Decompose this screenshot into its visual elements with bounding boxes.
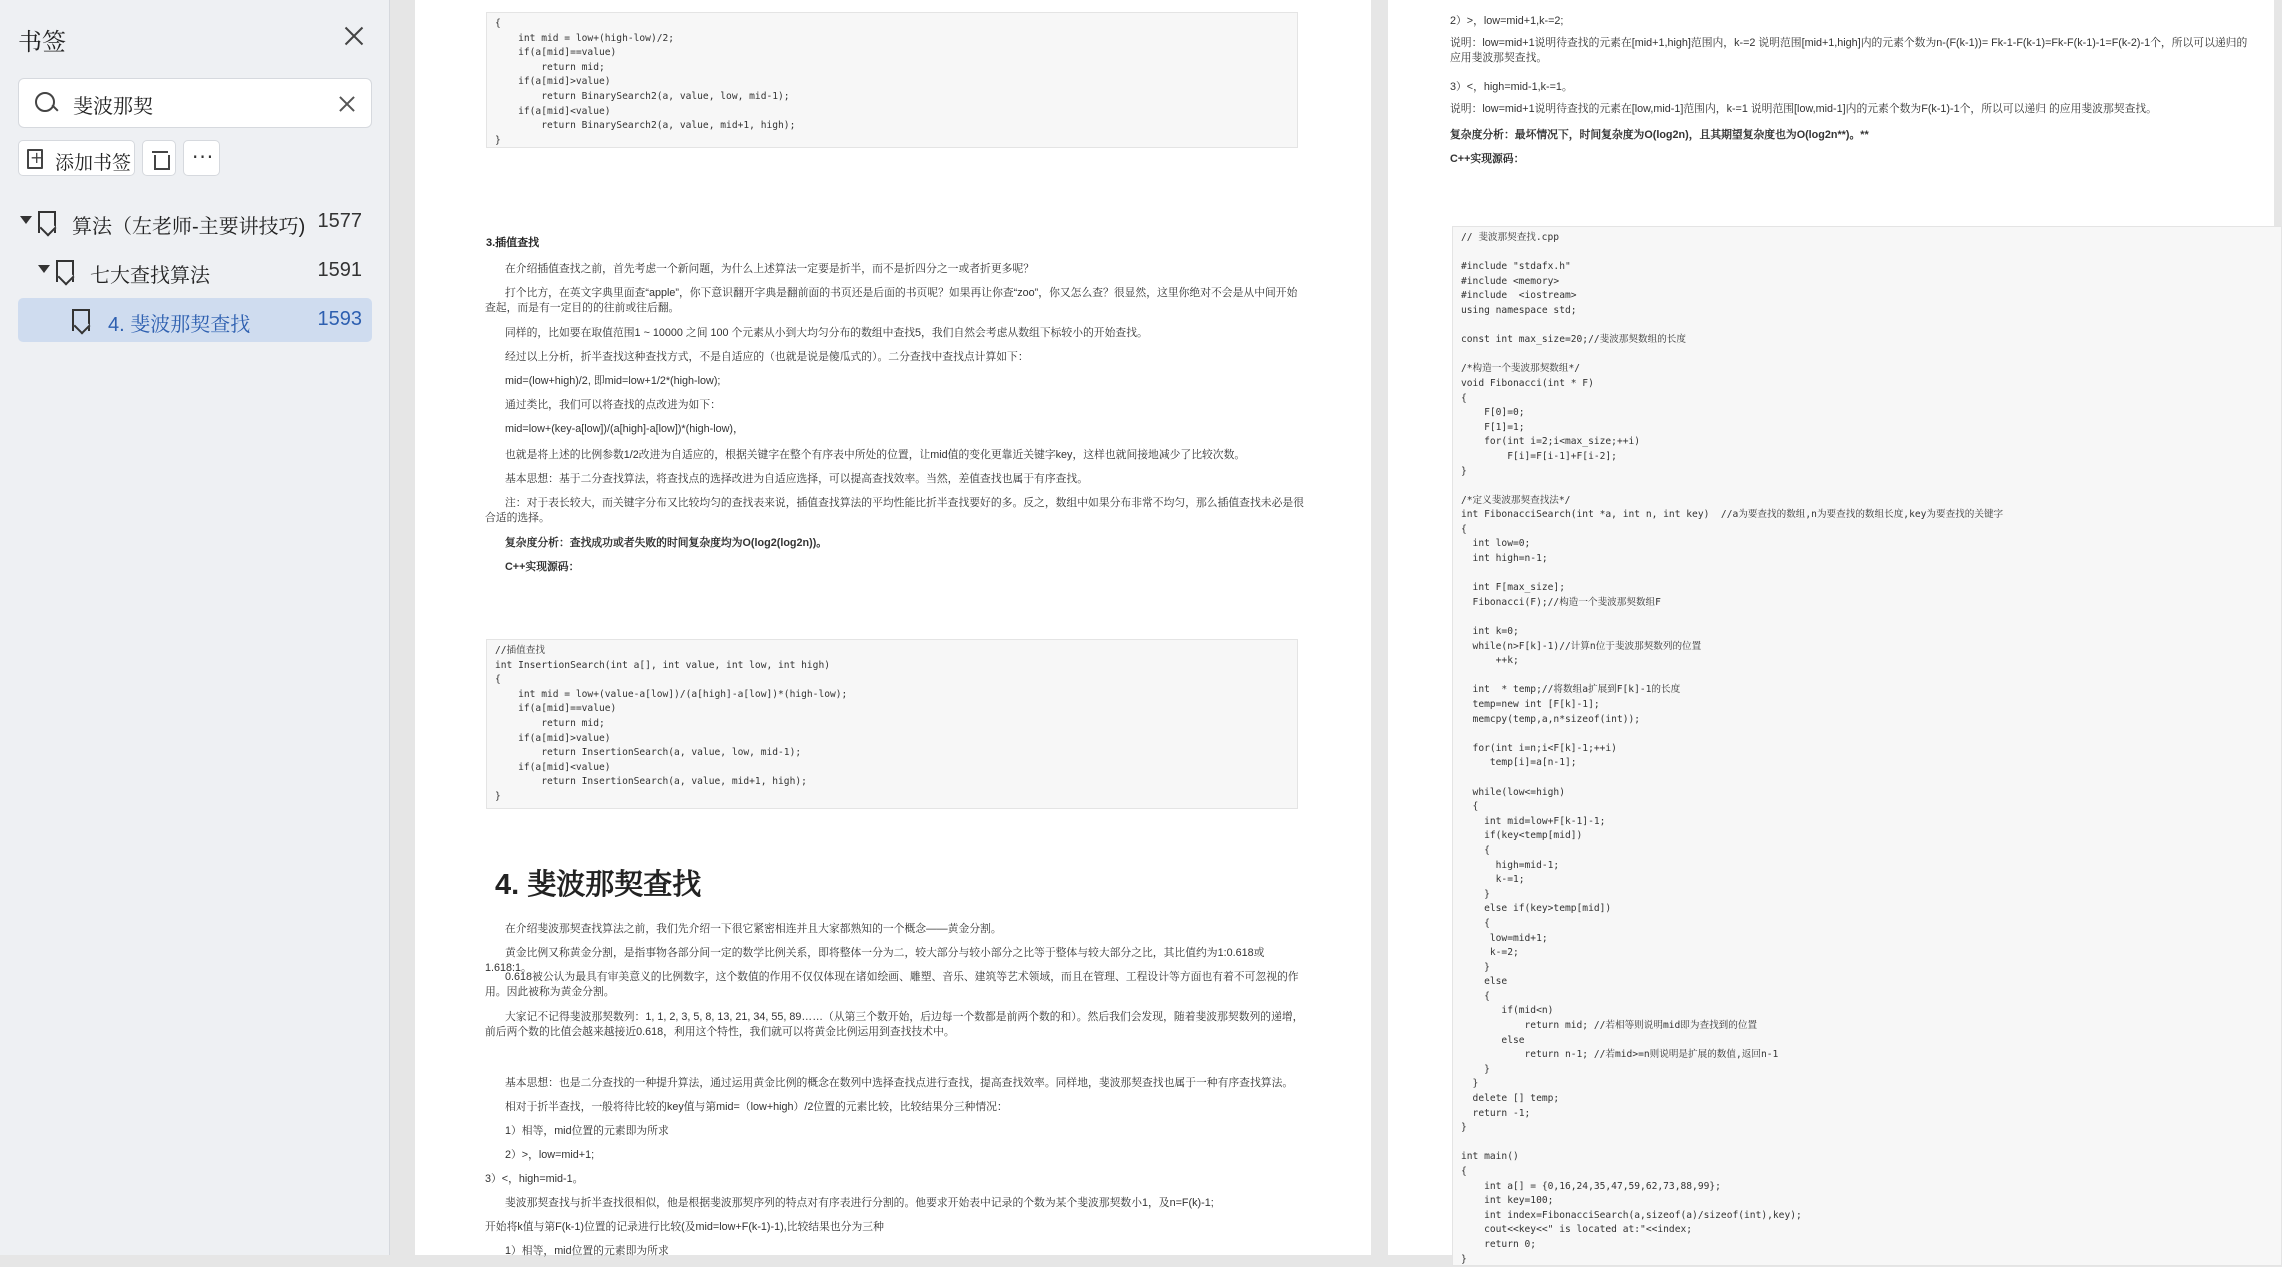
paragraph: 基本思想：基于二分查找算法，将查找点的选择改进为自适应选择，可以提高查找效率。当然，差值查找也属于有序查找。 xyxy=(505,473,1089,485)
bookmark-icon xyxy=(56,260,74,282)
paragraph: 0.618被公认为最具有审美意义的比例数字，这个数值的作用不仅仅体现在诸如绘画、雕塑、音乐、建筑等艺术领域，而且在管理、工程设计等方面也有着不可忽视的作用。因此被称为黄金分割。 xyxy=(485,971,1299,998)
paragraph: mid=low+(key-a[low])/(a[high]-a[low])*(high-low)， xyxy=(505,423,744,435)
paragraph: 大家记不记得斐波那契数列：1, 1, 2, 3, 5, 8, 13, 21, 34, 55, 89……（从第三个数开始，后边每一个数都是前两个数的和）。然后我们会发现，随着斐波那契数列的递增，前后两个数的比值会越来越接近0.618，利用这个特性，我们就可以将黄金比例运用到查找技术中。 xyxy=(485,1011,1304,1038)
tree-item-label: 算法（左老师-主要讲技巧) xyxy=(72,216,306,238)
paragraph: C++实现源码： xyxy=(1450,153,1525,165)
tree-item-page: 1577 xyxy=(317,210,362,232)
code-line: if(a[mid]==value) xyxy=(495,47,617,59)
code-line xyxy=(1461,771,2281,786)
paragraph: 开始将k值与第F(k-1)位置的记录进行比较(及mid=low+F(k-1)-1),比较结果也分为三种 xyxy=(485,1221,884,1233)
code-line: for(int i=2;i<max_size;++i) xyxy=(1461,436,1641,448)
code-line: if(a[mid]>value) xyxy=(495,732,611,744)
tree-item-label: 七大查找算法 xyxy=(90,265,210,287)
code-line: F[0]=0; xyxy=(1461,407,1525,419)
paragraph: 也就是将上述的比例参数1/2改进为自适应的，根据关键字在整个有序表中所处的位置，让mid值的变化更靠近关键字key，这样也就间接地减少了比较次数。 xyxy=(505,449,1246,461)
code-line: if(a[mid]==value) xyxy=(495,703,617,715)
code-line: else xyxy=(1461,976,1508,988)
code-line: int low=0; xyxy=(1461,538,1531,550)
paragraph: 黄金比例又称黄金分割，是指事物各部分间一定的数学比例关系，即将整体一分为二，较大部分与较小部分之比等于整体与较大部分之比，其比值约为1:0.618或1.618:1。 xyxy=(485,947,1265,974)
code-line: #include "stdafx.h" xyxy=(1461,261,1571,273)
chevron-down-icon[interactable] xyxy=(38,265,50,273)
code-line: if(key<temp[mid]) xyxy=(1461,830,1583,842)
code-line: int F[max_size]; xyxy=(1461,582,1565,594)
code-line: int FibonacciSearch(int *a, int n, int key) //a为要查找的数组,n为要查找的数组长度,key为要查找的关键字 xyxy=(1461,509,2004,521)
code-line: temp=new int [F[k]-1]; xyxy=(1461,699,1600,710)
bookmark-add-icon xyxy=(27,149,43,169)
tree-item-page: 1593 xyxy=(317,308,362,330)
paragraph: 经过以上分析，折半查找这种查找方式，不是自适应的（也就是说是傻瓜式的）。二分查找中查找点计算如下： xyxy=(505,351,1029,363)
code-line: return n-1; //若mid>=n则说明是扩展的数值,返回n-1 xyxy=(1461,1049,1779,1061)
tree-item-fibonacci[interactable] xyxy=(18,298,372,342)
code-line: for(int i=n;i<F[k]-1;++i) xyxy=(1461,742,1617,754)
tree-item-seven-search[interactable] xyxy=(18,249,372,293)
code-line: { xyxy=(495,18,501,29)
code-block xyxy=(1452,226,2282,1266)
bookmark-icon xyxy=(72,309,90,331)
more-options-button[interactable] xyxy=(183,140,220,176)
code-line: { xyxy=(1461,1166,1467,1177)
code-line: if(mid<n) xyxy=(1461,1005,1554,1017)
code-line: #include <memory> xyxy=(1461,275,1560,287)
code-line: int * temp;//将数组a扩展到F[k]-1的长度 xyxy=(1461,684,1681,696)
code-line: while(n>F[k]-1)//计算n位于斐波那契数列的位置 xyxy=(1461,640,1702,652)
search-input[interactable] xyxy=(73,89,323,119)
code-line: return 0; xyxy=(1461,1238,1537,1250)
code-line: // 斐波那契查找.cpp xyxy=(1461,232,1559,243)
code-line: delete [] temp; xyxy=(1461,1093,1560,1105)
paragraph: 复杂度分析：最坏情况下，时间复杂度为O(log2n)，且其期望复杂度也为O(log2n**)。** xyxy=(1450,129,1869,141)
document-page xyxy=(415,0,1371,1255)
sidebar-title: 书签 xyxy=(18,29,66,56)
code-line: return mid; //若相等则说明mid即为查找到的位置 xyxy=(1461,1020,1758,1032)
code-line: { xyxy=(495,674,501,686)
chevron-down-icon[interactable] xyxy=(20,216,32,224)
code-line: if(a[mid]>value) xyxy=(495,76,611,88)
clear-icon[interactable] xyxy=(335,92,359,116)
paragraph: 2）>，low=mid+1; xyxy=(505,1149,595,1161)
code-line xyxy=(1461,319,2281,334)
code-line: int mid=low+F[k-1]-1; xyxy=(1461,815,1606,827)
code-line xyxy=(1461,610,2281,625)
code-line: memcpy(temp,a,n*sizeof(int)); xyxy=(1461,713,1641,725)
code-line: { xyxy=(1461,523,1467,535)
code-line: int key=100; xyxy=(1461,1195,1554,1207)
code-line: return -1; xyxy=(1461,1107,1531,1119)
delete-bookmark-button[interactable] xyxy=(142,140,176,176)
code-line: return InsertionSearch(a, value, mid+1, high); xyxy=(495,776,807,788)
code-line: void Fibonacci(int * F) xyxy=(1461,377,1594,389)
code-line: int index=FibonacciSearch(a,sizeof(a)/sizeof(int),key); xyxy=(1461,1209,1802,1221)
code-line: int InsertionSearch(int a[], int value, int low, int high) xyxy=(495,659,831,671)
code-line: return mid; xyxy=(495,717,605,729)
code-line xyxy=(1461,669,2281,684)
code-line: { xyxy=(1461,844,1490,856)
code-line: { xyxy=(1461,990,1490,1002)
code-line: F[i]=F[i-1]+F[i-2]; xyxy=(1461,450,1617,462)
code-line: return mid; xyxy=(495,61,605,73)
code-line: return BinarySearch2(a, value, mid+1, high); xyxy=(495,120,796,132)
code-line: using namespace std; xyxy=(1461,304,1577,316)
paragraph: 3）<，high=mid-1。 xyxy=(485,1173,584,1185)
paragraph: 1）相等，mid位置的元素即为所求 xyxy=(505,1125,669,1137)
paragraph: C++实现源码： xyxy=(505,561,580,573)
code-line: } xyxy=(1461,465,1467,477)
search-icon xyxy=(35,92,57,114)
tree-item-algorithms[interactable] xyxy=(18,200,372,244)
tree-item-label: 4. 斐波那契查找 xyxy=(108,314,251,336)
code-line: } xyxy=(1461,961,1490,973)
code-line xyxy=(1461,348,2281,363)
code-line: while(low<=high) xyxy=(1461,786,1565,798)
code-line: k-=2; xyxy=(1461,947,1519,959)
code-line: /*构造一个斐波那契数组*/ xyxy=(1461,363,1581,375)
code-line: if(a[mid]<value) xyxy=(495,761,611,773)
code-line: //插值查找 xyxy=(495,645,545,656)
paragraph: 在介绍插值查找之前，首先考虑一个新问题，为什么上述算法一定要是折半，而不是折四分之一或者折更多呢？ xyxy=(505,263,1035,275)
code-line: int a[] = {0,16,24,35,47,59,62,73,88,99}; xyxy=(1461,1180,1721,1192)
code-line: { xyxy=(1461,801,1479,813)
code-line: { xyxy=(1461,392,1467,404)
code-line: #include <iostream> xyxy=(1461,290,1577,302)
code-line: /*定义斐波那契查找法*/ xyxy=(1461,494,1571,506)
paragraph: 说明：low=mid+1说明待查找的元素在[low,mid-1]范围内，k-=1 说明范围[low,mid-1]内的元素个数为F(k-1)-1个，所以可以递归 的应用斐波那契查找。 xyxy=(1450,103,2157,115)
code-line: k-=1; xyxy=(1461,874,1525,886)
code-line: } xyxy=(495,134,501,146)
code-line: ++k; xyxy=(1461,655,1519,667)
paragraph: 说明：low=mid+1说明待查找的元素在[mid+1,high]范围内，k-=2 说明范围[mid+1,high]内的元素个数为n-(F(k-1))= Fk-1-F(k-1)=Fk-F(k-1)-1=F(k-2)-1个，所以可以递归的应用斐波那契查找。 xyxy=(1450,37,2248,64)
code-line: Fibonacci(F);//构造一个斐波那契数组F xyxy=(1461,596,1661,608)
code-line: high=mid-1; xyxy=(1461,859,1560,871)
paragraph: 2）>，low=mid+1,k-=2; xyxy=(1450,15,1564,27)
paragraph: 打个比方，在英文字典里面查“apple”，你下意识翻开字典是翻前面的书页还是后面的书页呢？如果再让你查“zoo”，你又怎么查？很显然，这里你绝对不会是从中间开始查起，而是有一定目的的往前或往后翻。 xyxy=(485,287,1298,314)
code-line: } xyxy=(1461,1078,1479,1090)
code-line xyxy=(1461,727,2281,742)
code-line: return BinarySearch2(a, value, low, mid-1); xyxy=(495,90,790,102)
paragraph: 在介绍斐波那契查找算法之前，我们先介绍一下很它紧密相连并且大家都熟知的一个概念——黄金分割。 xyxy=(505,923,1002,935)
paragraph: 基本思想：也是二分查找的一种提升算法，通过运用黄金比例的概念在数列中选择查找点进行查找，提高查找效率。同样地，斐波那契查找也属于一种有序查找算法。 xyxy=(505,1077,1294,1089)
code-line: } xyxy=(495,790,501,802)
document-view[interactable] xyxy=(391,0,2274,1265)
code-line: cout<<key<<" is located at:"<<index; xyxy=(1461,1224,1693,1236)
code-line: else if(key>temp[mid]) xyxy=(1461,903,1612,915)
code-block xyxy=(486,639,1298,809)
code-line: { xyxy=(1461,917,1490,929)
add-bookmark-button[interactable] xyxy=(18,140,135,176)
search-box[interactable] xyxy=(18,78,372,128)
add-bookmark-label: 添加书签 xyxy=(55,153,132,174)
code-line: int mid = low+(high-low)/2; xyxy=(495,32,675,44)
paragraph: mid=(low+high)/2, 即mid=low+1/2*(high-low); xyxy=(505,375,721,387)
code-line: } xyxy=(1461,888,1490,900)
code-line: } xyxy=(1461,1122,1467,1134)
paragraph: 相对于折半查找，一般将待比较的key值与第mid=（low+high）/2位置的元素比较，比较结果分三种情况： xyxy=(505,1101,1008,1113)
tree-item-page: 1591 xyxy=(317,259,362,281)
bookmark-icon xyxy=(38,211,56,233)
code-line: return InsertionSearch(a, value, low, mid-1); xyxy=(495,747,802,759)
paragraph: 3）<，high=mid-1,k-=1。 xyxy=(1450,81,1573,93)
code-line: int k=0; xyxy=(1461,626,1519,638)
code-line: int main() xyxy=(1461,1151,1519,1163)
code-line: low=mid+1; xyxy=(1461,932,1548,944)
code-line xyxy=(1461,1136,2281,1151)
paragraph: 复杂度分析：查找成功或者失败的时间复杂度均为O(log2(log2n))。 xyxy=(505,537,828,549)
code-line: temp[i]=a[n-1]; xyxy=(1461,757,1577,769)
close-icon[interactable] xyxy=(340,22,368,50)
section-heading: 3.插值查找 xyxy=(486,237,540,249)
code-line: if(a[mid]<value) xyxy=(495,105,611,117)
paragraph: 1）相等，mid位置的元素即为所求 xyxy=(505,1245,669,1257)
document-page xyxy=(1388,0,2274,1265)
code-line: int high=n-1; xyxy=(1461,553,1548,565)
section-title: 4. 斐波那契查找 xyxy=(495,869,702,901)
code-line xyxy=(1461,567,2281,582)
code-line xyxy=(1461,246,2281,261)
more-icon: ··· xyxy=(192,145,215,169)
code-line: const int max_size=20;//斐波那契数组的长度 xyxy=(1461,334,1686,346)
paragraph: 通过类比，我们可以将查找的点改进为如下： xyxy=(505,399,721,411)
code-line xyxy=(1461,479,2281,494)
code-block xyxy=(486,12,1298,148)
paragraph: 同样的，比如要在取值范围1 ~ 10000 之间 100 个元素从小到大均匀分布的数组中查找5，我们自然会考虑从数组下标较小的开始查找。 xyxy=(505,327,1148,339)
paragraph: 注：对于表长较大，而关键字分布又比较均匀的查找表来说，插值查找算法的平均性能比折半查找要好的多。反之，数组中如果分布非常不均匀，那么插值查找未必是很合适的选择。 xyxy=(485,497,1304,524)
code-line: else xyxy=(1461,1034,1525,1046)
bookmark-sidebar xyxy=(0,0,390,1255)
trash-icon xyxy=(152,149,168,169)
code-line: } xyxy=(1461,1063,1490,1075)
code-line: } xyxy=(1461,1253,1467,1265)
paragraph: 斐波那契查找与折半查找很相似，他是根据斐波那契序列的特点对有序表进行分割的。他要求开始表中记录的个数为某个斐波那契数小1，及n=F(k)-1; xyxy=(505,1197,1214,1209)
code-line: F[1]=1; xyxy=(1461,421,1525,433)
code-line: int mid = low+(value-a[low])/(a[high]-a[low])*(high-low); xyxy=(495,688,848,700)
